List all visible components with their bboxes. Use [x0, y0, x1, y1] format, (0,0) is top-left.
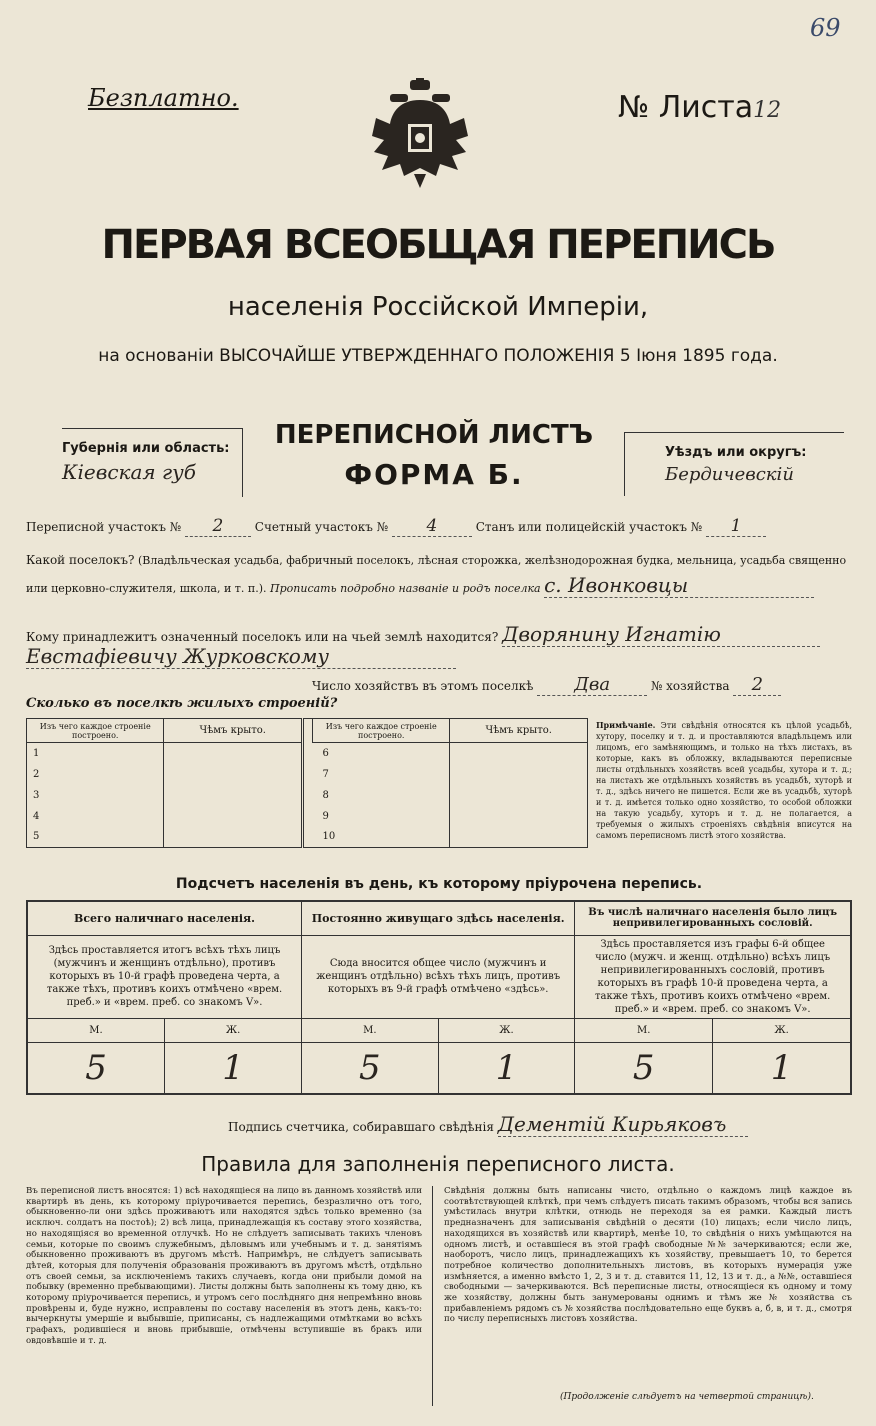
row-number: 6: [313, 743, 450, 764]
buildings-label: Сколько въ поселкѣ жилыхъ строеній?: [26, 696, 338, 711]
count-m-label: М.: [575, 1018, 713, 1042]
note-title: Примѣчаніе.: [596, 720, 656, 730]
count-value: 1: [713, 1042, 851, 1094]
rules-divider: [432, 1186, 433, 1406]
count-f-label: Ж.: [438, 1018, 575, 1042]
station-value: 1: [706, 516, 766, 537]
count-col3-head: Въ числѣ наличнаго населенія было лицъ непривилегированныхъ сословій.: [575, 901, 851, 935]
note-block: [596, 720, 852, 841]
row-number: 4: [27, 806, 164, 827]
settlement-label: Какой поселокъ?: [26, 553, 135, 567]
rules-title: Правила для заполненія переписного листа.: [201, 1152, 675, 1176]
province-box: [62, 428, 243, 497]
buildings-table: [26, 718, 588, 848]
row-number: 7: [313, 764, 450, 785]
table-row: [27, 764, 588, 785]
census-title: ПЕРВАЯ ВСЕОБЩАЯ ПЕРЕПИСЬ: [101, 222, 775, 268]
row-number: 1: [27, 743, 164, 764]
households-value: Два: [537, 674, 647, 696]
settlement-hint: (Владѣльческая усадьба, фабричный поселокъ, лѣсная сторожка, желѣзнодорожная будка, мельница, усадьба священно или церковно-служителя, школа, и т. п.).: [26, 554, 847, 595]
count-col2-head: Постоянно живущаго здѣсь населенія.: [302, 901, 575, 935]
count-m-label: М.: [302, 1018, 439, 1042]
district-value: Бердичевскій: [665, 464, 794, 485]
count-m-label: М.: [27, 1018, 165, 1042]
settlement-row: [26, 548, 856, 601]
roof-header-right: Чѣмъ крыто.: [450, 719, 588, 743]
counting-district-label: Счетный участокъ №: [254, 520, 389, 534]
note-text: Эти свѣдѣнія относятся къ цѣлой усадьбѣ, хутору, поселку и т. д. и проставляются владѣльцемъ или лицомъ, его замѣняющимъ, и только на тѣхъ листахъ, въ которые, какъ въ обложку, вкладываются переписные листы отдѣльныхъ хозяйствъ всей усадьбы, хутора и т. д.; на листахъ же отдѣльныхъ хозяйствъ въ усадьбѣ, хуторѣ и т. д., здѣсь ничего не пишется. Если же въ усадьбѣ, хуторѣ и т. д. имѣется только одно хозяйство, то особой обложки на такую усадьбу, хуторъ и т. д. не полагается, а требуемыя о жилыхъ строеніяхъ свѣдѣнія вписутся на самомъ переписномъ листѣ этого хозяйства.: [596, 721, 853, 840]
count-value: 5: [302, 1042, 439, 1094]
material-header-left: Изъ чего каждое строеніе построено.: [27, 719, 164, 743]
form-title: ПЕРЕПИСНОЙ ЛИСТЪ: [274, 420, 594, 450]
table-row: [27, 827, 588, 848]
count-value: 1: [438, 1042, 575, 1094]
sheet-number: [618, 90, 781, 125]
rules-right-column: Свѣдѣнія должны быть написаны чисто, отдѣльно о каждомъ лицѣ каждое въ соотвѣтствующей клѣткѣ, при чемъ слѣдуетъ писать такимъ образомъ, чтобы вся запись умѣстилась внутри клѣтки, отнюдь не переходя за ея рамки. Каждый листъ предназначенъ для записыванія свѣдѣній о десяти (10) лицахъ; если число лицъ, находящихся въ хозяйствѣ или квартирѣ, менѣе 10, то свѣдѣнія о нихъ умѣщаются на одномъ листѣ, и оставшіеся въ этой графѣ свободные №№ зачеркиваются; если же, наоборотъ, число лицъ, принадлежащихъ къ хозяйству, превышаетъ 10, то берется потребное количество дополнительныхъ листовъ, въ которыхъ нумерація уже измѣняется, а именно вмѣсто 1, 2, 3 и т. д. ставится 11, 12, 13 и т. д., а №№, оставшіеся свободными — зачеркиваются. Всѣ переписные листы, относящіеся къ одному и тому же хозяйству, должны быть занумерованы однимъ и тѣмъ же № хозяйства съ прибавленіемъ рядомъ съ № хозяйства послѣдовательно еще буквъ а, б, в, и т. д., смотря по числу переписныхъ листовъ хозяйства.: [444, 1186, 852, 1325]
household-number-label: № хозяйства: [650, 679, 730, 693]
province-label: Губернія или область:: [62, 441, 230, 456]
households-label: Число хозяйствъ въ этомъ поселкѣ: [312, 679, 534, 693]
census-basis: на основаніи ВЫСОЧАЙШЕ УТВЕРЖДЕННАГО ПОЛОЖЕНІЯ 5 Іюня 1895 года.: [98, 346, 778, 366]
count-title: Подсчетъ населенія въ день, къ которому пріурочена перепись.: [175, 876, 703, 892]
table-row: [27, 806, 588, 827]
material-header-right: Изъ чего каждое строеніе построено.: [313, 719, 450, 743]
rules-continued: (Продолженіе слѣдуетъ на четвертой страницѣ).: [560, 1392, 814, 1402]
districts-row: [26, 516, 856, 537]
row-number: 5: [27, 827, 164, 848]
count-table: [26, 900, 852, 1095]
row-number: 10: [313, 827, 450, 848]
count-f-label: Ж.: [713, 1018, 851, 1042]
census-subtitle: населенія Россійской Имперіи,: [227, 292, 649, 322]
signature-label: Подпись счетчика, собиравшаго свѣдѣнія: [228, 1120, 494, 1134]
count-f-label: Ж.: [165, 1018, 302, 1042]
province-value: Кіевская губ: [62, 460, 196, 484]
count-value: 5: [575, 1042, 713, 1094]
owner-value-2: Евстафіевичу Журковскому: [26, 644, 456, 669]
settlement-hint-2: Прописать подробно названіе и родъ поселка: [270, 582, 541, 595]
row-number: 8: [313, 785, 450, 806]
table-row: [27, 743, 588, 764]
count-value: 5: [27, 1042, 165, 1094]
signature-value: Дементій Кирьяковъ: [498, 1112, 748, 1137]
count-col3-text: Здѣсь проставляется изъ графы 6-й общее число (мужч. и женщ. отдѣльно) всѣхъ лицъ непривилегированныхъ сословій, противъ которыхъ въ графѣ 10-й проведена черта, а также тѣхъ, противъ коихъ отмѣчено «врем. преб.» и «врем. преб. со знакомъ V».: [575, 935, 851, 1018]
district-label: Уѣздъ или округъ:: [665, 445, 807, 460]
form-subtitle: ФОРМА Б.: [344, 458, 524, 491]
households-row: [312, 674, 852, 696]
row-number: 2: [27, 764, 164, 785]
count-value: 1: [165, 1042, 302, 1094]
row-number: 3: [27, 785, 164, 806]
station-label: Станъ или полицейскій участокъ №: [475, 520, 703, 534]
sheet-number-value: 12: [753, 98, 782, 123]
signature-row: [228, 1112, 828, 1137]
settlement-value: с. Ивонковцы: [544, 573, 814, 598]
district-box: [624, 432, 844, 496]
free-label: Безплатно.: [88, 84, 239, 112]
count-col1-head: Всего наличнаго населенія.: [27, 901, 302, 935]
imperial-eagle-emblem: [370, 78, 470, 190]
counting-district-value: 4: [392, 516, 472, 537]
roof-header-left: Чѣмъ крыто.: [164, 719, 302, 743]
census-district-value: 2: [185, 516, 251, 537]
rules-left-column: Въ переписной листъ вносятся: 1) всѣ находящіеся на лицо въ данномъ хозяйствѣ или квартирѣ въ день, къ которому пріурочивается перепись, безразлично отъ того, обыкновенно-ли они здѣсь проживаютъ или находятся здѣсь только временно (за исключ. солдатъ на постоѣ); 2) всѣ лица, принадлежащія къ составу этого хозяйства, но находящіяся во временной отлучкѣ. Но не слѣдуетъ записывать такихъ членовъ семьи, которые по своимъ служебнымъ, дѣловымъ или учебнымъ и т. д. занятіямъ обыкновенно проживаютъ въ другомъ мѣстѣ. Напримѣръ, не слѣдуетъ записывать дѣтей, которыя для полученія образованія проживаютъ въ другомъ мѣстѣ, отдѣльно отъ своей семьи, за исключеніемъ такихъ случаевъ, когда они прибыли домой на побывку (временно пребывающими). Листы должны быть заполнены къ тому дню, къ которому пріурочивается перепись, и утромъ сего послѣдняго дня непремѣнно вновь провѣрены и, буде нужно, исправлены по составу населенія въ этотъ день, какъ-то: вычеркнуты умершіе и выбывшіе, приписаны, съ надлежащими отмѣтками во всѣхъ графахъ, родившіеся и вновь прибывшіе, отмѣчены вступившіе въ бракъ или овдовѣвшіе и т. д.: [26, 1186, 422, 1346]
row-number: 9: [313, 806, 450, 827]
census-district-label: Переписной участокъ №: [26, 520, 182, 534]
count-col2-text: Сюда вносится общее число (мужчинъ и женщинъ отдѣльно) всѣхъ тѣхъ лицъ, противъ которыхъ въ 9-й графѣ отмѣчено «здѣсь».: [302, 935, 575, 1018]
page-number: 69: [810, 14, 841, 42]
count-col1-text: Здѣсь проставляется итогъ всѣхъ тѣхъ лицъ (мужчинъ и женщинъ отдѣльно), противъ которыхъ въ 10-й графѣ проведена черта, а также тѣхъ, противъ коихъ отмѣчено «врем. преб.» и «врем. преб. со знакомъ V».: [27, 935, 302, 1018]
sheet-number-label: № Листа: [618, 90, 754, 125]
household-number-value: 2: [733, 674, 781, 696]
owner-value-1: Дворянину Игнатію: [502, 622, 820, 647]
owner-label: Кому принадлежитъ означенный поселокъ или на чьей землѣ находится?: [26, 630, 499, 644]
table-row: [27, 785, 588, 806]
